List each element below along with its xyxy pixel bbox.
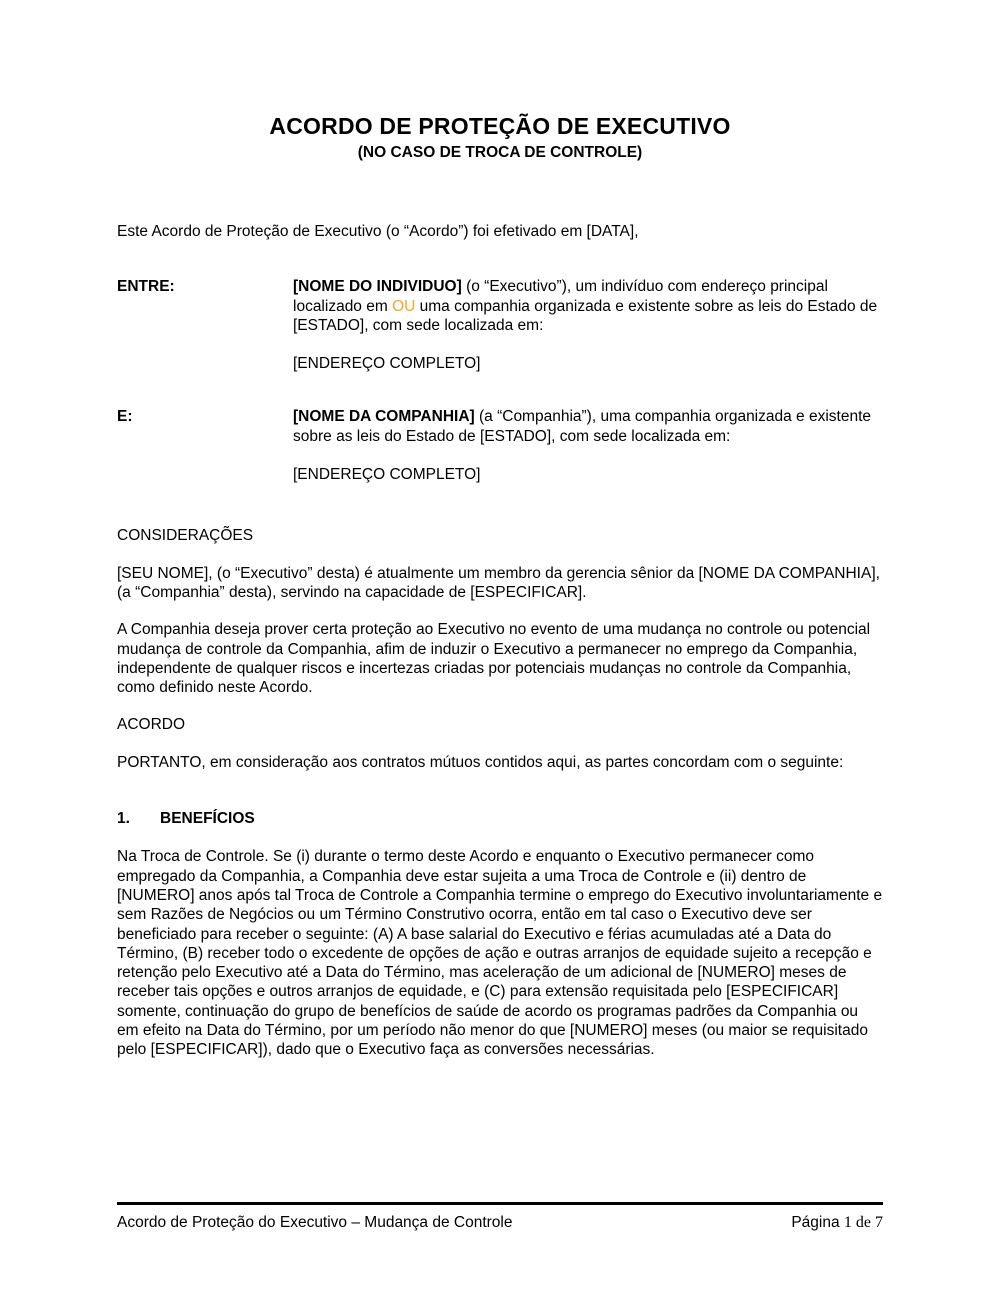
party-entre-row — [117, 277, 883, 373]
party-entre-text-before-ou: (o “Executivo”), um indivíduo com endereço principal localizado em — [293, 278, 828, 315]
document-subtitle: (NO CASO DE TROCA DE CONTROLE) — [357, 144, 643, 161]
consideracoes-heading: CONSIDERAÇÕES — [117, 527, 254, 545]
footer-divider — [117, 1202, 883, 1205]
party-entre-name: [NOME DO INDIVIDUO] — [293, 278, 462, 296]
beneficios-section-title: BENEFÍCIOS — [160, 810, 255, 828]
party-entre-text-after-ou: uma companhia organizada e existente sobre as leis do Estado de [ESTADO], com sede localizada em: — [293, 297, 878, 334]
party-entre-content — [293, 277, 883, 373]
party-e-text-body: (a “Companhia”), uma companhia organizada e existente sobre as leis do Estado de [ESTADO], com sede localizada em: — [293, 408, 872, 445]
beneficios-paragraph: Na Troca de Controle. Se (i) durante o termo deste Acordo e enquanto o Executivo permanecer como empregado da Companhia, a Companhia deve estar sujeita a uma Troca de Controle e (ii) dentro de [NUMERO] anos após tal Troca de Controle a Companhia termine o emprego do Executivo involuntariamente e sem Razões de Negócios ou um Término Construtivo ocorra, então em tal caso o Executivo deve ser beneficiado para receber o seguinte: (A) A base salarial do Executivo e férias acumuladas até a Data do Término, (B) receber todo o excedente de opções de ação e outras arranjos de equidade sujeito a recepção e retenção pelo Executivo até a Data do Término, mas aceleração de um adicional de [NUMERO] meses de receber tais opções e outros arranjos de equidade, e (C) para extensão requisitada pelo [ESPECIFICAR] somente, continuação do grupo de benefícios de saúde de acordo os programas padrões da Companhia ou em efeito na Data do Término, por um período não menor do que [NUMERO] meses (ou maior se requisitado pelo [ESPECIFICAR]), dado que o Executivo faça as conversões necessárias. — [117, 848, 883, 1059]
party-entre-text — [293, 277, 883, 335]
intro-paragraph: Este Acordo de Proteção de Executivo (o “Acordo”) foi efetivado em [DATA], — [117, 223, 639, 240]
party-e-text — [293, 407, 883, 446]
footer-page-value: 1 de 7 — [843, 1214, 883, 1231]
consideracoes-paragraph-1: [SEU NOME], (o “Executivo” desta) é atualmente um membro da gerencia sênior da [NOME DA COMPANHIA], (a “Companhia” desta), servindo na capacidade de [ESPECIFICAR]. — [117, 564, 880, 601]
beneficios-section-heading — [117, 809, 883, 828]
beneficios-section-number: 1. — [117, 810, 130, 828]
consideracoes-paragraph-2: A Companhia deseja prover certa proteção ao Executivo no evento de uma mudança no controle ou potencial mudança de controle da Companhia, afim de induzir o Executivo a permanecer no emprego da Companhia, independente de qualquer riscos e incertezas criadas por potenciais mudanças no controle da Companhia, como definido neste Acordo. — [117, 621, 871, 697]
party-entre-address: [ENDEREÇO COMPLETO] — [293, 355, 481, 373]
acordo-heading: ACORDO — [117, 716, 186, 734]
footer-document-title: Acordo de Proteção do Executivo – Mudança de Controle — [117, 1214, 513, 1231]
footer-page-number — [791, 1213, 883, 1232]
party-e-row — [117, 407, 883, 484]
party-e-content — [293, 407, 883, 484]
party-entre-label: ENTRE: — [117, 278, 175, 296]
footer-row — [117, 1213, 883, 1232]
document-footer — [117, 1202, 883, 1232]
document-title: ACORDO DE PROTEÇÃO DE EXECUTIVO — [269, 113, 731, 139]
ou-highlight: OU — [392, 297, 416, 315]
party-e-label: E: — [117, 408, 133, 426]
party-e-name: [NOME DA COMPANHIA] — [293, 408, 475, 426]
party-e-address: [ENDEREÇO COMPLETO] — [293, 466, 481, 484]
footer-page-label: Página — [791, 1214, 840, 1231]
acordo-paragraph: PORTANTO, em consideração aos contratos mútuos contidos aqui, as partes concordam com o seguinte: — [117, 753, 844, 771]
